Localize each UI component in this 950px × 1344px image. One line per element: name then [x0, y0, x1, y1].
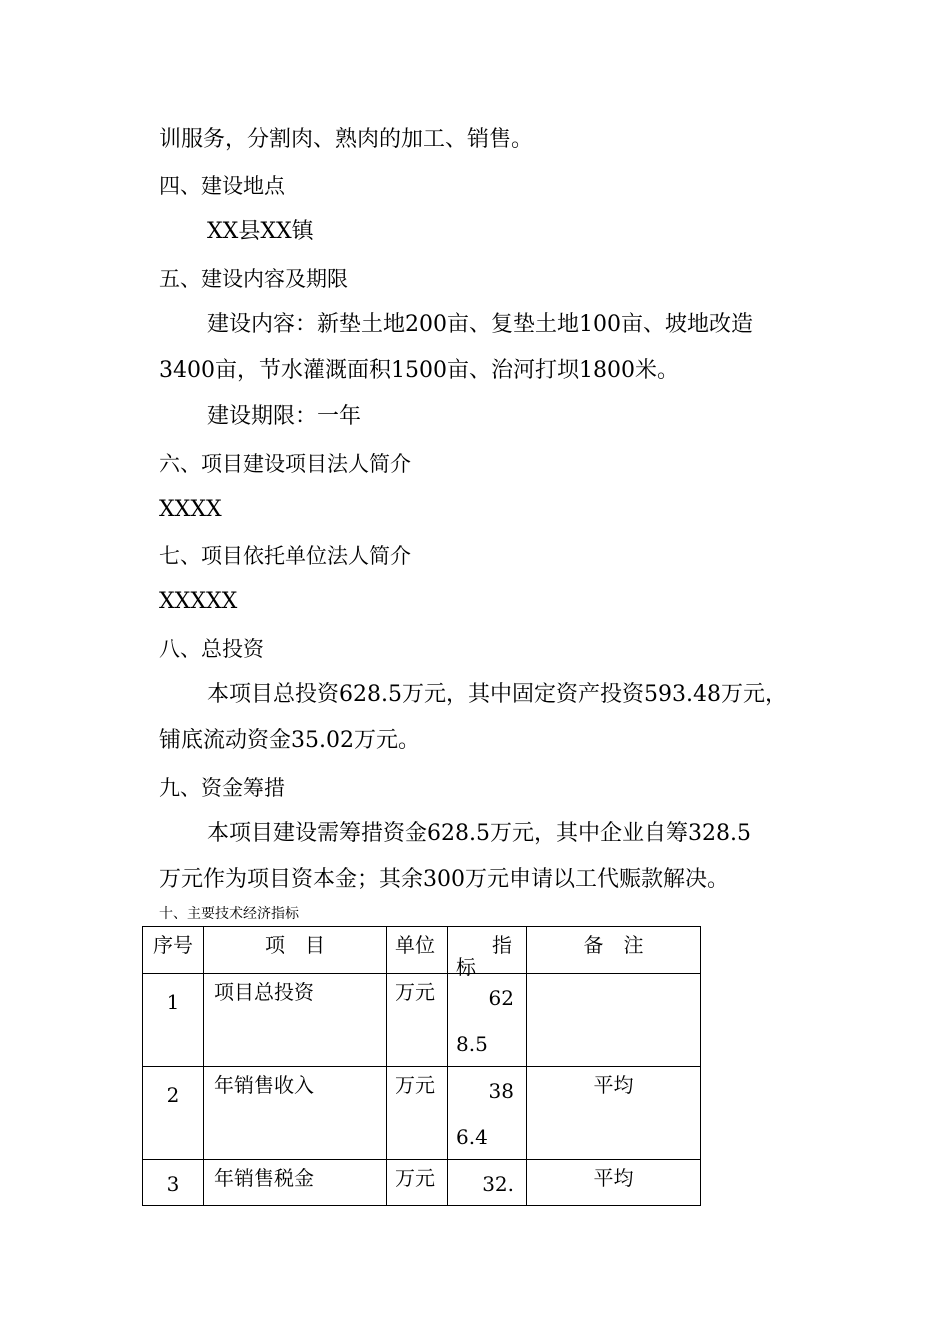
row-seq: 2	[166, 1083, 180, 1107]
table-row	[143, 974, 701, 1067]
paragraph-text: 建设期限：一年	[207, 404, 362, 429]
row-value: 62	[488, 986, 514, 1010]
section-heading-content: 五、建设内容及期限	[159, 267, 348, 291]
row-note	[527, 974, 700, 976]
paragraph-text: 万元作为项目资本金；其余300万元申请以工代赈款解决。	[159, 867, 729, 892]
section-heading-location: 四、建设地点	[159, 174, 285, 198]
table-caption: 十、主要技术经济指标	[159, 906, 299, 922]
header-unit: 单位	[387, 927, 448, 974]
paragraph-text: 3400亩，节水灌溉面积1500亩、治河打坝1800米。	[159, 358, 679, 383]
row-value-continued: 8.5	[456, 1032, 488, 1056]
paragraph-text: 本项目总投资628.5万元，其中固定资产投资593.48万元，	[207, 682, 787, 707]
paragraph-text: XXXX	[159, 497, 222, 522]
indicator-table	[142, 926, 701, 1206]
section-heading-support-unit: 七、项目依托单位法人简介	[159, 544, 411, 568]
row-unit: 万元	[395, 1166, 435, 1190]
table-row	[143, 1067, 701, 1160]
section-heading-legal-person: 六、项目建设项目法人简介	[159, 452, 411, 476]
row-unit: 万元	[395, 1073, 435, 1097]
row-note: 平均	[593, 1166, 634, 1190]
row-unit: 万元	[395, 980, 435, 1004]
row-value: 38	[488, 1079, 514, 1103]
header-seq: 序号	[143, 927, 204, 974]
row-seq: 3	[166, 1172, 180, 1196]
row-item: 年销售税金	[214, 1166, 314, 1190]
paragraph-text: 建设内容：新垫土地200亩、复垫土地100亩、坡地改造	[207, 312, 753, 337]
header-value: 指 标	[448, 927, 527, 974]
paragraph-text: 本项目建设需筹措资金628.5万元，其中企业自筹328.5	[207, 821, 751, 846]
table-header-row	[143, 927, 701, 974]
row-item: 年销售收入	[214, 1073, 314, 1097]
section-heading-investment: 八、总投资	[159, 637, 264, 661]
table-row	[143, 1160, 701, 1206]
paragraph-text: 训服务，分割肉、熟肉的加工、销售。	[159, 127, 534, 152]
paragraph-text: XX县XX镇	[207, 219, 314, 244]
row-note: 平均	[593, 1073, 634, 1097]
header-note: 备 注	[527, 927, 701, 974]
paragraph-text: 铺底流动资金35.02万元。	[159, 728, 420, 753]
row-item: 项目总投资	[214, 980, 314, 1004]
row-value: 32.	[482, 1172, 514, 1196]
row-value-continued: 6.4	[456, 1125, 488, 1149]
section-heading-funding: 九、资金筹措	[159, 776, 285, 800]
paragraph-text: XXXXX	[159, 589, 238, 614]
header-item: 项 目	[204, 927, 387, 974]
row-seq: 1	[166, 990, 180, 1014]
